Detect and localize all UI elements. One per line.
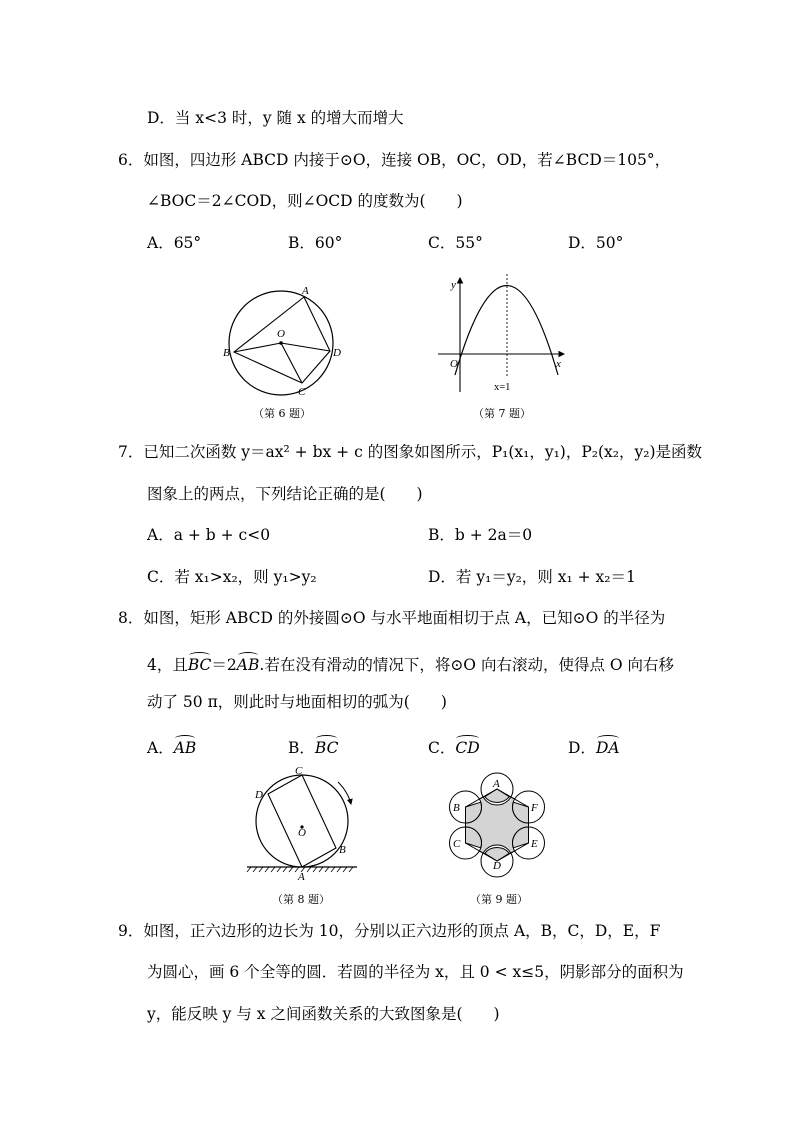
q8-stem-line1: 8．如图，矩形 ABCD 的外接圆⊙O 与水平地面相切于点 A，已知⊙O 的半径为 [118, 609, 666, 627]
fig8-rotation-arrow [338, 782, 351, 804]
fig8-label-o: O [298, 827, 306, 839]
q7-option-b: B．b + 2a＝0 [428, 526, 533, 544]
q6-stem-line2: ∠BOC＝2∠COD，则∠OCD 的度数为( ) [147, 192, 463, 210]
q8-stem-line2-b: ＝2 [211, 656, 237, 674]
q9-stem-line1: 9．如图，正六边形的边长为 10，分别以正六边形的顶点 A，B，C，D，E，F [118, 922, 661, 940]
fig6-caption: （第 6 题） [253, 407, 311, 420]
q9-stem-line3: y，能反映 y 与 x 之间函数关系的大致图象是( ) [147, 1005, 500, 1023]
q8-option-b: B．BC [288, 739, 339, 757]
fig6-label-a: A [302, 285, 309, 297]
fig9-label-e: E [531, 838, 538, 850]
fig7-parabola [455, 286, 558, 376]
q8-arc-bc: BC [187, 656, 212, 674]
fig9-label-c: C [453, 838, 461, 850]
fig6-label-b: B [223, 347, 230, 359]
q8-option-c: C．CD [428, 739, 480, 757]
fig7-label-y: y [451, 279, 456, 291]
q6-option-d: D．50° [568, 234, 624, 252]
fig9-label-f: F [531, 802, 538, 814]
q5-option-d: D．当 x<3 时，y 随 x 的增大而增大 [147, 109, 404, 127]
q8-stem-line2-c: .若在没有滑动的情况下，将⊙O 向右滚动，使得点 O 向右移 [259, 656, 675, 674]
figure-6 [220, 278, 350, 398]
fig8-label-a: A [298, 871, 305, 883]
q6-option-b: B．60° [288, 234, 343, 252]
q8-stem-line2-a: 4，且 [147, 656, 188, 674]
fig9-label-b: B [453, 802, 460, 814]
fig6-label-c: C [298, 386, 306, 398]
q6-option-a: A．65° [147, 234, 202, 252]
q8-option-d: D．DA [568, 739, 620, 757]
q6-stem-line1: 6．如图，四边形 ABCD 内接于⊙O，连接 OB，OC，OD，若∠BCD＝105°， [118, 151, 671, 169]
fig7-label-axis: x=1 [494, 382, 511, 393]
fig8-rectangle [268, 775, 336, 867]
q7-stem-line2: 图象上的两点，下列结论正确的是( ) [147, 485, 423, 503]
figure-8 [235, 764, 370, 884]
figure-7 [430, 270, 570, 400]
fig8-label-b: B [339, 844, 346, 856]
fig7-caption: （第 7 题） [473, 407, 531, 420]
fig8-circle [256, 775, 348, 867]
fig6-label-d: D [333, 347, 341, 359]
q8-stem-line3: 动了 50 π，则此时与地面相切的弧为( ) [147, 693, 447, 711]
q7-option-c: C．若 x₁>x₂，则 y₁>y₂ [147, 568, 317, 586]
fig9-caption: （第 9 题） [470, 893, 528, 906]
fig7-label-o: O [450, 358, 458, 370]
fig7-label-x: x [556, 358, 561, 370]
q7-option-d: D．若 y₁＝y₂，则 x₁ + x₂＝1 [428, 568, 636, 586]
fig8-caption: （第 8 题） [272, 893, 330, 906]
fig8-label-d: D [255, 789, 263, 801]
q9-stem-line2: 为圆心，画 6 个全等的圆．若圆的半径为 x，且 0 < x≤5，阴影部分的面积为 [147, 963, 684, 981]
q8-stem-line2 [147, 655, 674, 675]
fig9-label-a: A [493, 778, 500, 790]
q8-option-a: A．AB [147, 739, 197, 757]
q7-option-a: A．a + b + c<0 [147, 526, 271, 544]
q7-stem-line1: 7．已知二次函数 y＝ax² + bx + c 的图象如图所示，P₁(x₁，y₁)，P₂(x₂，y₂)是函数 [118, 443, 703, 461]
fig6-label-o: O [277, 328, 285, 340]
q8-arc-ab: AB [236, 656, 260, 674]
fig6-quadrilateral [234, 297, 330, 383]
fig8-label-c: C [295, 765, 303, 777]
q6-option-c: C．55° [428, 234, 483, 252]
figure-9 [440, 770, 550, 880]
fig9-label-d: D [493, 860, 501, 872]
